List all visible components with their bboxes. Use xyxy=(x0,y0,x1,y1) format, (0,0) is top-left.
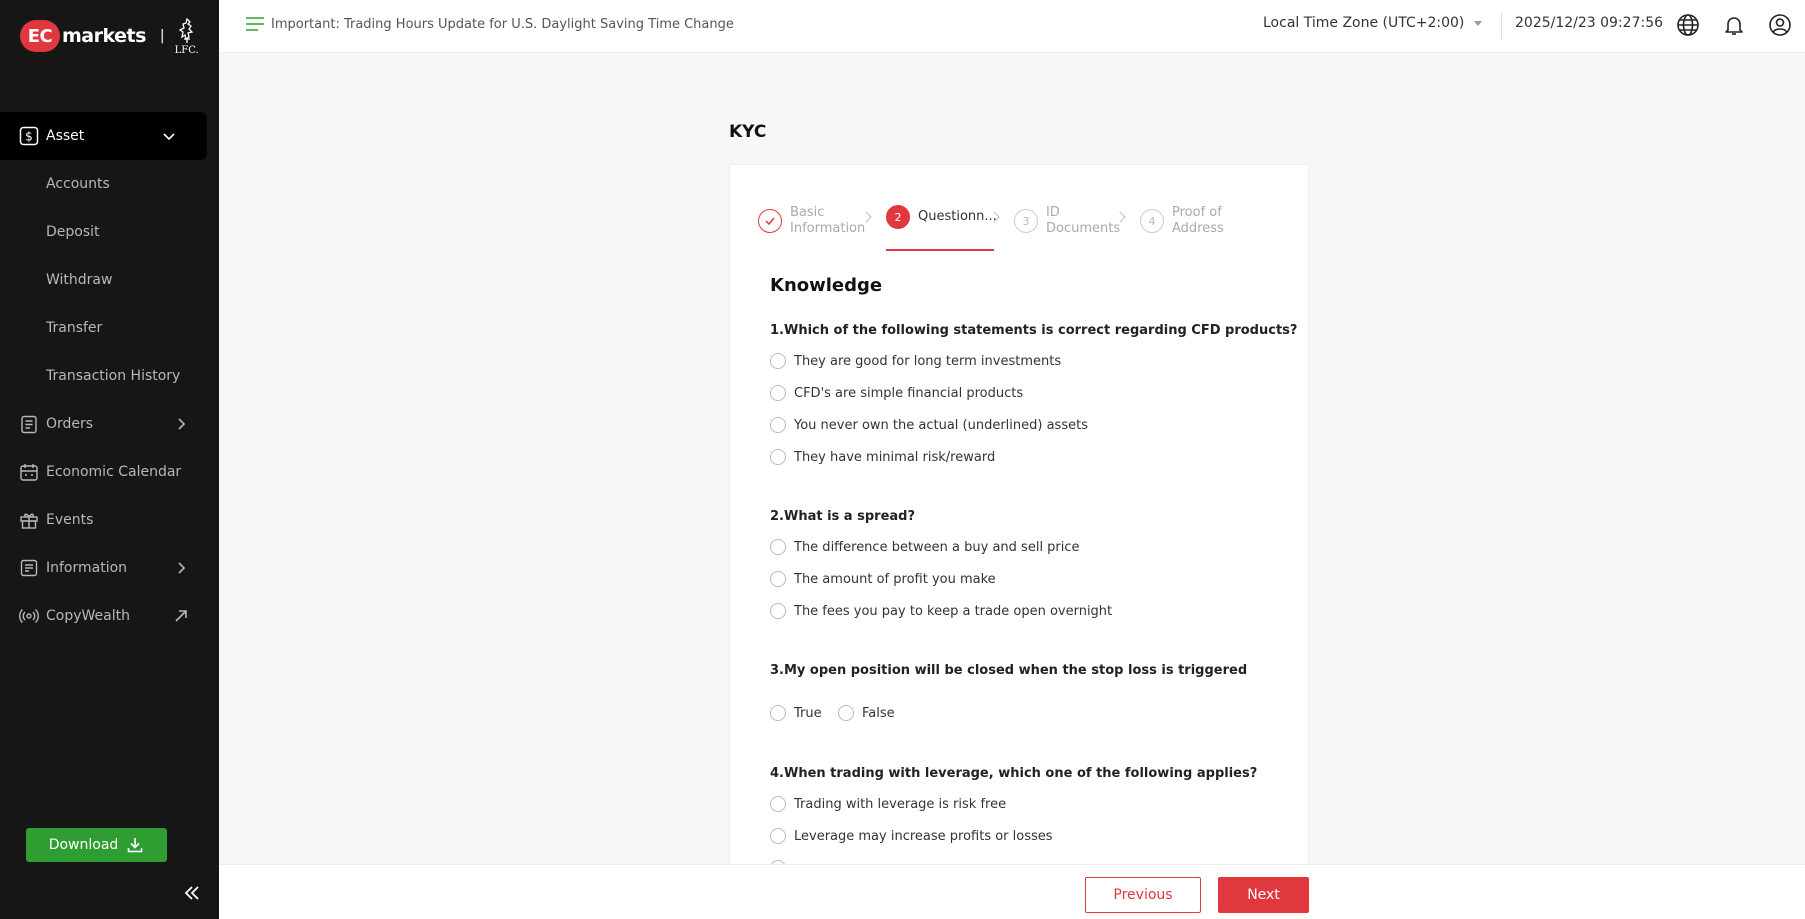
top-header xyxy=(219,0,1805,53)
sidebar-item-copywealth[interactable] xyxy=(0,592,219,640)
question-2-option-1[interactable] xyxy=(770,539,1080,555)
sidebar-item-asset[interactable] xyxy=(0,112,207,160)
chevron-right-icon xyxy=(173,416,189,432)
radio-button[interactable] xyxy=(770,571,786,587)
sidebar-item-label: CopyWealth xyxy=(46,608,130,624)
option-label: They have minimal risk/reward xyxy=(794,449,996,465)
radio-button[interactable] xyxy=(770,603,786,619)
external-arrow-icon xyxy=(173,608,189,624)
radio-button[interactable] xyxy=(770,705,786,721)
option-label: You never own the actual (underlined) assets xyxy=(794,417,1088,433)
radio-button[interactable] xyxy=(770,385,786,401)
calendar-icon xyxy=(18,461,40,483)
download-button[interactable] xyxy=(26,828,167,862)
question-2-option-3[interactable] xyxy=(770,603,1112,619)
question-1-option-1[interactable] xyxy=(770,353,1061,369)
gift-icon xyxy=(18,509,40,531)
clipboard-icon xyxy=(18,413,40,435)
menu-icon[interactable] xyxy=(245,16,265,32)
sidebar-item-orders[interactable] xyxy=(0,400,219,448)
logo-ec: EC xyxy=(20,20,60,52)
caret-down-icon xyxy=(1474,21,1482,26)
option-label: Trading with leverage is risk free xyxy=(794,796,1007,812)
radio-button[interactable] xyxy=(770,828,786,844)
download-label: Download xyxy=(48,837,119,853)
question-1-option-4[interactable] xyxy=(770,449,995,465)
step-label xyxy=(1046,205,1120,237)
radio-button[interactable] xyxy=(770,353,786,369)
sidebar-subitem-transfer[interactable]: Transfer xyxy=(46,320,103,336)
question-3-option-false[interactable] xyxy=(838,705,895,721)
question-2-option-2[interactable] xyxy=(770,571,996,587)
step-label xyxy=(1172,205,1224,237)
svg-text:$: $ xyxy=(25,129,33,144)
sidebar-item-label: Asset xyxy=(46,128,85,144)
question-3: 3.My open position will be closed when the stop loss is triggered xyxy=(770,663,1248,678)
bell-icon[interactable] xyxy=(1722,13,1746,37)
section-title: Knowledge xyxy=(770,275,883,296)
step-id-documents[interactable] xyxy=(1014,205,1120,237)
sidebar-item-label: Orders xyxy=(46,416,94,432)
option-label: They are good for long term investments xyxy=(794,353,1062,369)
step-label-line: Basic xyxy=(790,205,825,220)
question-2: 2.What is a spread? xyxy=(770,509,915,524)
step-label-line: Proof of xyxy=(1172,205,1222,220)
previous-button[interactable]: Previous xyxy=(1085,877,1201,913)
sidebar-item-label: Economic Calendar xyxy=(46,464,182,480)
radio-button[interactable] xyxy=(770,449,786,465)
sidebar-subitem-deposit[interactable]: Deposit xyxy=(46,224,100,240)
step-number: 4 xyxy=(1140,209,1164,233)
sidebar xyxy=(0,0,219,919)
sidebar-item-information[interactable] xyxy=(0,544,219,592)
option-label: CFD's are simple financial products xyxy=(794,385,1024,401)
download-icon xyxy=(126,836,144,854)
step-label-line: Information xyxy=(790,221,866,236)
option-label: The difference between a buy and sell price xyxy=(794,539,1080,555)
active-step-indicator xyxy=(886,249,994,251)
radio-button[interactable] xyxy=(838,705,854,721)
step-label-line: ID xyxy=(1046,205,1060,220)
question-3-option-true[interactable] xyxy=(770,705,822,721)
lfc-logo xyxy=(175,17,199,56)
announcement-text[interactable]: Important: Trading Hours Update for U.S. Daylight Saving Time Change xyxy=(271,17,734,32)
brand-logo[interactable] xyxy=(20,12,199,60)
step-number: 3 xyxy=(1014,209,1038,233)
kyc-card xyxy=(729,164,1309,864)
question-4-option-1[interactable] xyxy=(770,796,1006,812)
step-label-line: Documents xyxy=(1046,221,1121,236)
step-questionnaire[interactable] xyxy=(886,205,997,229)
sidebar-subitem-withdraw[interactable]: Withdraw xyxy=(46,272,113,288)
option-label: Leverage may increase profits or losses xyxy=(794,828,1053,844)
option-label: True xyxy=(794,705,822,721)
sidebar-item-label: Events xyxy=(46,512,94,528)
sidebar-subitem-accounts[interactable]: Accounts xyxy=(46,176,110,192)
question-4-option-2[interactable] xyxy=(770,828,1053,844)
question-1: 1.Which of the following statements is correct regarding CFD products? xyxy=(770,323,1298,338)
logo-markets: markets xyxy=(62,25,146,47)
step-label xyxy=(918,209,997,225)
header-divider xyxy=(1501,13,1502,39)
document-icon xyxy=(18,557,40,579)
step-label-line: Questionn... xyxy=(918,209,997,224)
option-label: False xyxy=(862,705,895,721)
sidebar-item-label: Information xyxy=(46,560,128,576)
collapse-sidebar-icon[interactable] xyxy=(182,883,202,903)
check-icon xyxy=(758,209,782,233)
form-footer xyxy=(219,864,1805,919)
sidebar-nav xyxy=(0,112,219,640)
question-1-option-2[interactable] xyxy=(770,385,1023,401)
step-basic-information[interactable] xyxy=(758,205,865,237)
user-account-icon[interactable] xyxy=(1768,13,1792,37)
chevron-down-icon xyxy=(161,128,177,144)
current-datetime: 2025/12/23 09:27:56 xyxy=(1515,15,1664,31)
sidebar-item-events[interactable] xyxy=(0,496,219,544)
logo-separator: | xyxy=(159,28,165,44)
step-proof-of-address[interactable] xyxy=(1140,205,1224,237)
page-title: KYC xyxy=(729,122,767,142)
radio-button[interactable] xyxy=(770,796,786,812)
option-label: The amount of profit you make xyxy=(794,571,996,587)
sidebar-item-economic-calendar[interactable] xyxy=(0,448,219,496)
next-button[interactable]: Next xyxy=(1218,877,1309,913)
step-label-line: Address xyxy=(1172,221,1224,236)
question-1-option-3[interactable] xyxy=(770,417,1088,433)
lfc-text: LFC. xyxy=(174,44,199,56)
dollar-icon xyxy=(18,125,40,147)
liverbird-icon xyxy=(176,17,198,47)
option-label: The fees you pay to keep a trade open overnight xyxy=(794,603,1113,619)
timezone-label: Local Time Zone (UTC+2:00) xyxy=(1263,15,1465,31)
step-label xyxy=(790,205,865,237)
radio-button[interactable] xyxy=(770,539,786,555)
chevron-right-icon xyxy=(173,560,189,576)
sidebar-subitem-transaction-history[interactable]: Transaction History xyxy=(46,368,181,384)
question-4: 4.When trading with leverage, which one of the following applies? xyxy=(770,766,1258,781)
step-number: 2 xyxy=(886,205,910,229)
broadcast-icon xyxy=(18,605,40,627)
timezone-select[interactable] xyxy=(1263,15,1482,31)
globe-icon[interactable] xyxy=(1676,13,1700,37)
radio-button[interactable] xyxy=(770,417,786,433)
